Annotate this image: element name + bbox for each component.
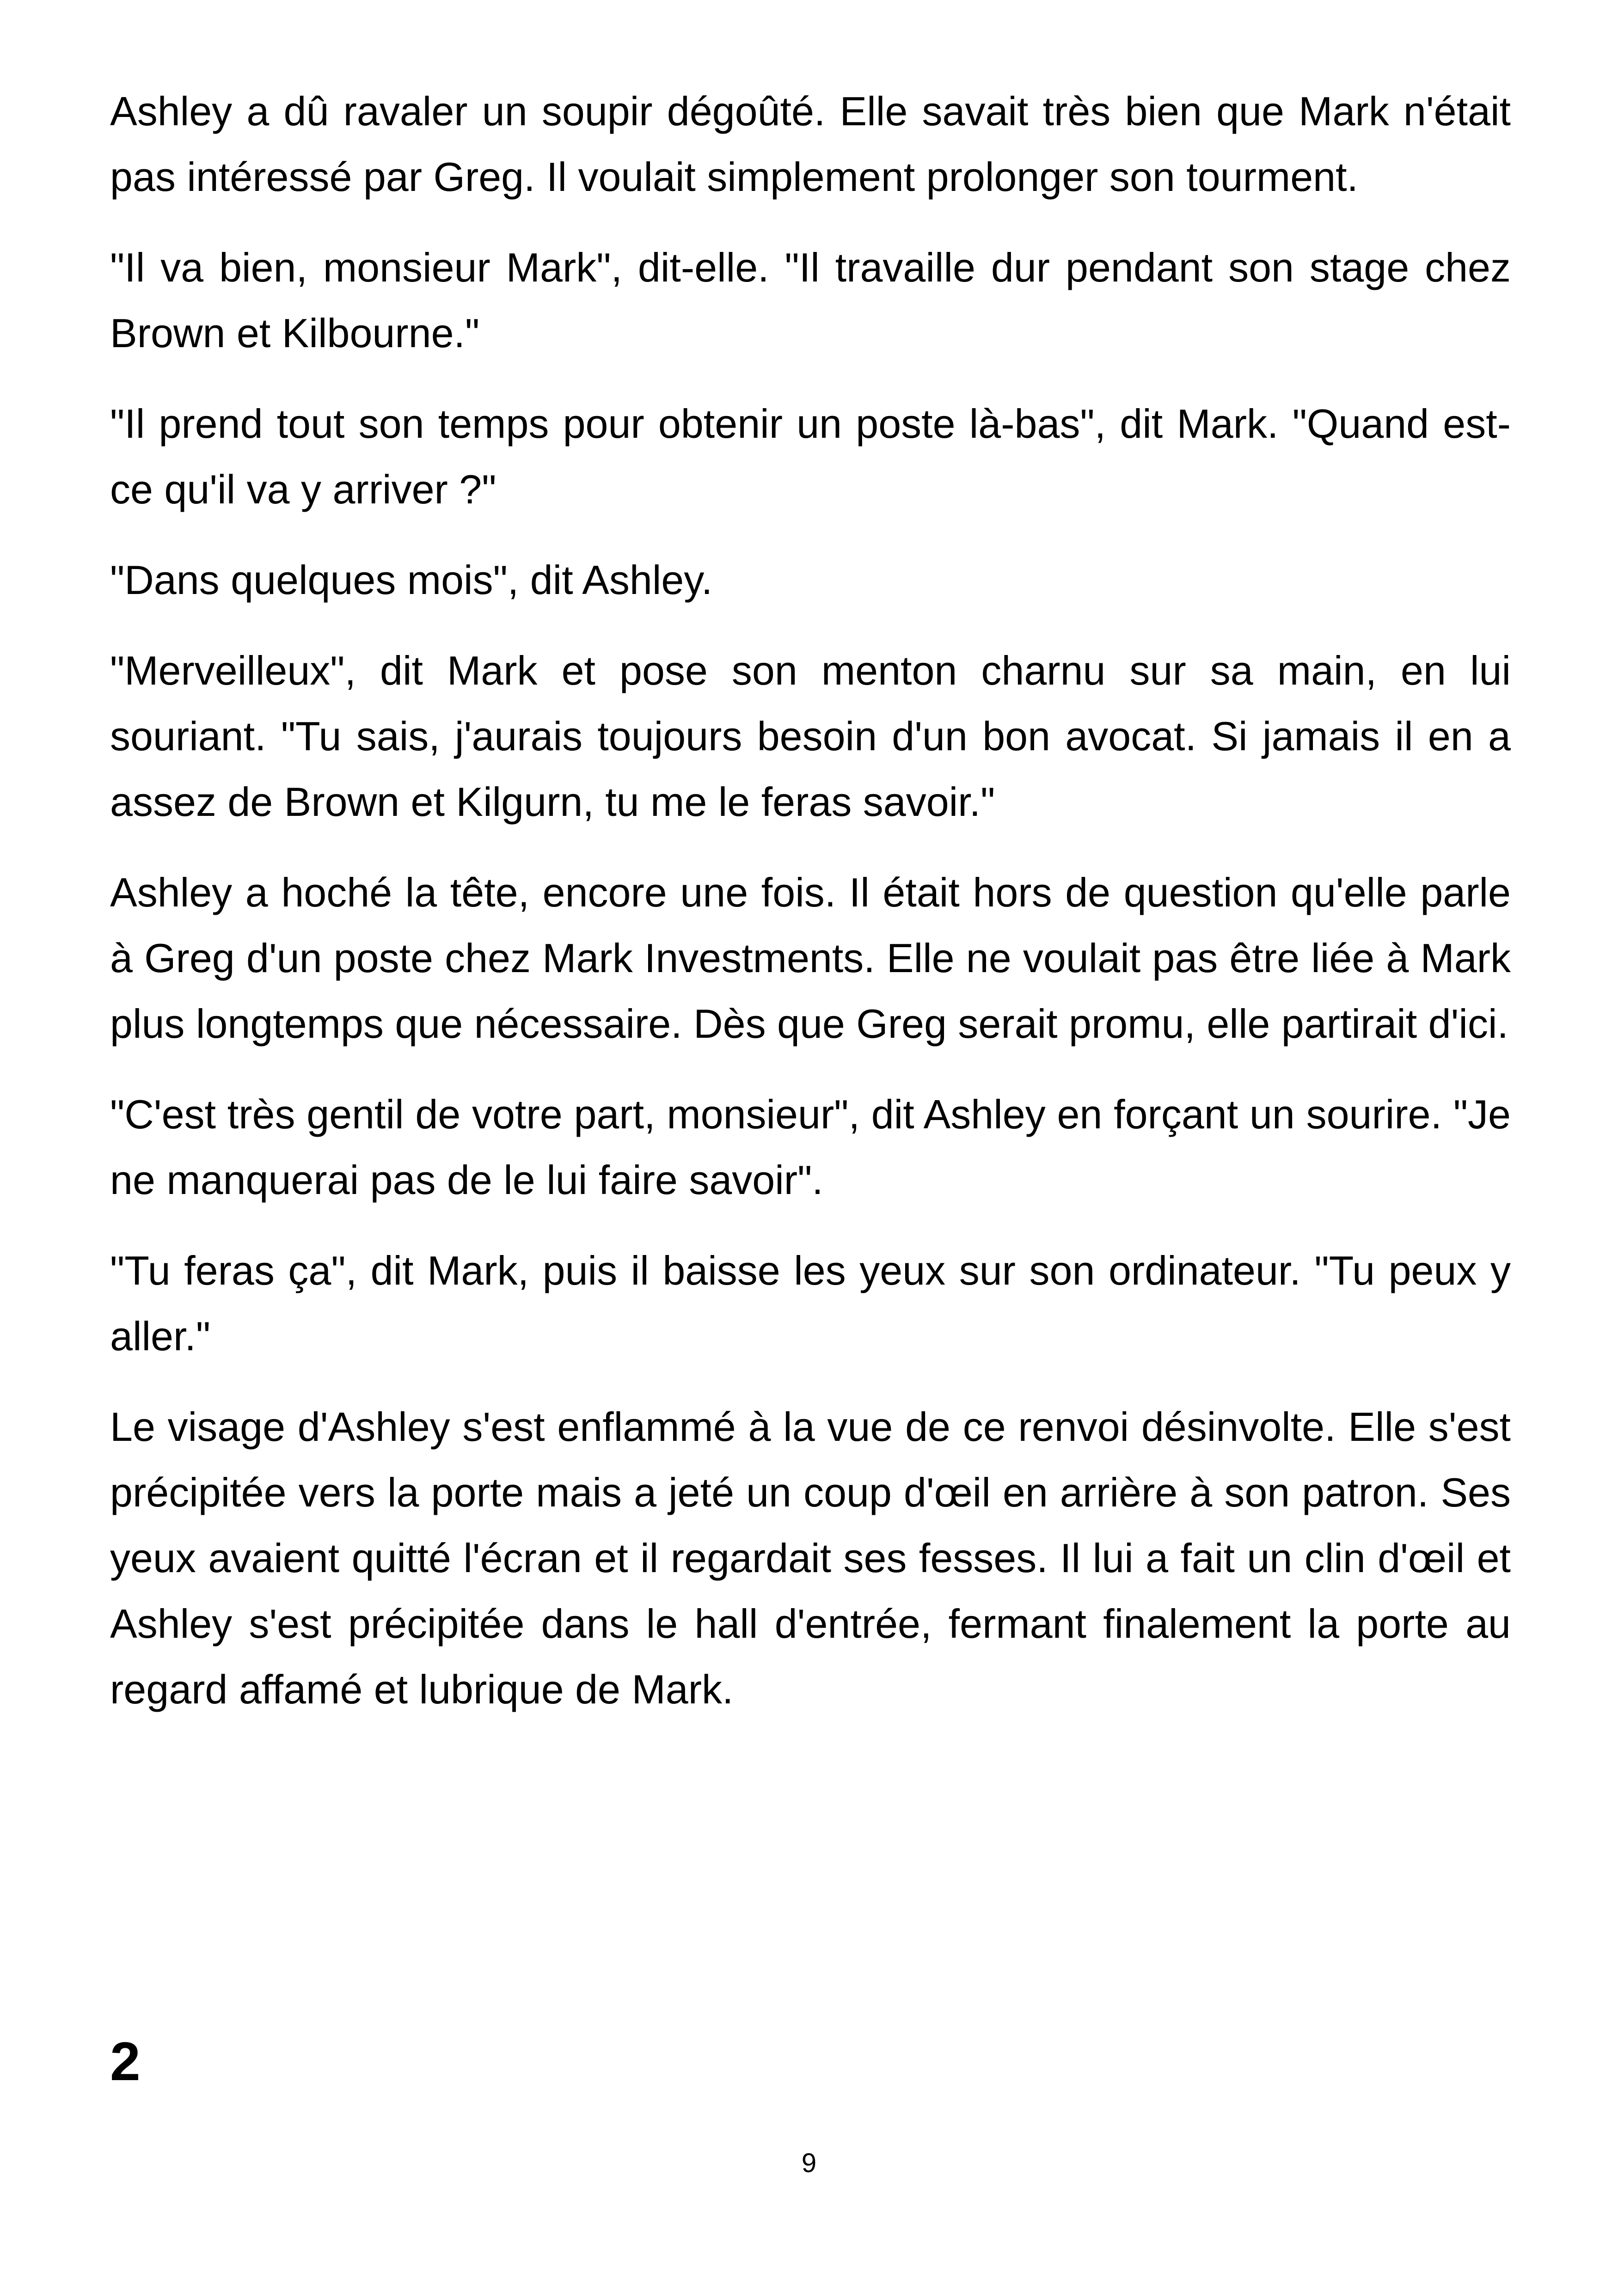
paragraph-8: "Tu feras ça", dit Mark, puis il baisse les yeux sur son ordinateur. "Tu peux y aller." <box>110 1248 1511 1359</box>
paragraph-6: Ashley a hoché la tête, encore une fois. Il était hors de question qu'elle parle à Greg d'un poste chez Mark Investments. Elle ne voulait pas être liée à Mark plus longtemps que nécessaire. Dès que Greg serait promu, elle partirait d'ici. <box>110 869 1511 1047</box>
paragraph-1: Ashley a dû ravaler un soupir dégoûté. Elle savait très bien que Mark n'était pas intéressé par Greg. Il voulait simplement prolonger son tourment. <box>110 88 1511 200</box>
paragraph-7: "C'est très gentil de votre part, monsieur", dit Ashley en forçant un sourire. "Je ne manquerai pas de le lui faire savoir". <box>110 1091 1511 1203</box>
chapter-number: 2 <box>110 2031 141 2092</box>
page-number: 9 <box>801 2148 817 2178</box>
body-text <box>110 79 1511 1722</box>
paragraph-5: "Merveilleux", dit Mark et pose son menton charnu sur sa main, en lui souriant. "Tu sais, j'aurais toujours besoin d'un bon avocat. Si jamais il en a assez de Brown et Kilgurn, tu me le feras savoir." <box>110 648 1511 825</box>
paragraph-4: "Dans quelques mois", dit Ashley. <box>110 557 713 603</box>
paragraph-2: "Il va bien, monsieur Mark", dit-elle. "Il travaille dur pendant son stage chez Brown et Kilbourne." <box>110 245 1511 356</box>
paragraph-9: Le visage d'Ashley s'est enflammé à la vue de ce renvoi désinvolte. Elle s'est précipitée vers la porte mais a jeté un coup d'œil en arrière à son patron. Ses yeux avaient quitté l'écran et il regardait ses fesses. Il lui a fait un clin d'œil et Ashley s'est précipitée dans le hall d'entrée, fermant finalement la porte au regard affamé et lubrique de Mark. <box>110 1404 1511 1712</box>
paragraph-3: "Il prend tout son temps pour obtenir un poste là-bas", dit Mark. "Quand est-ce qu'il va y arriver ?" <box>110 401 1511 512</box>
